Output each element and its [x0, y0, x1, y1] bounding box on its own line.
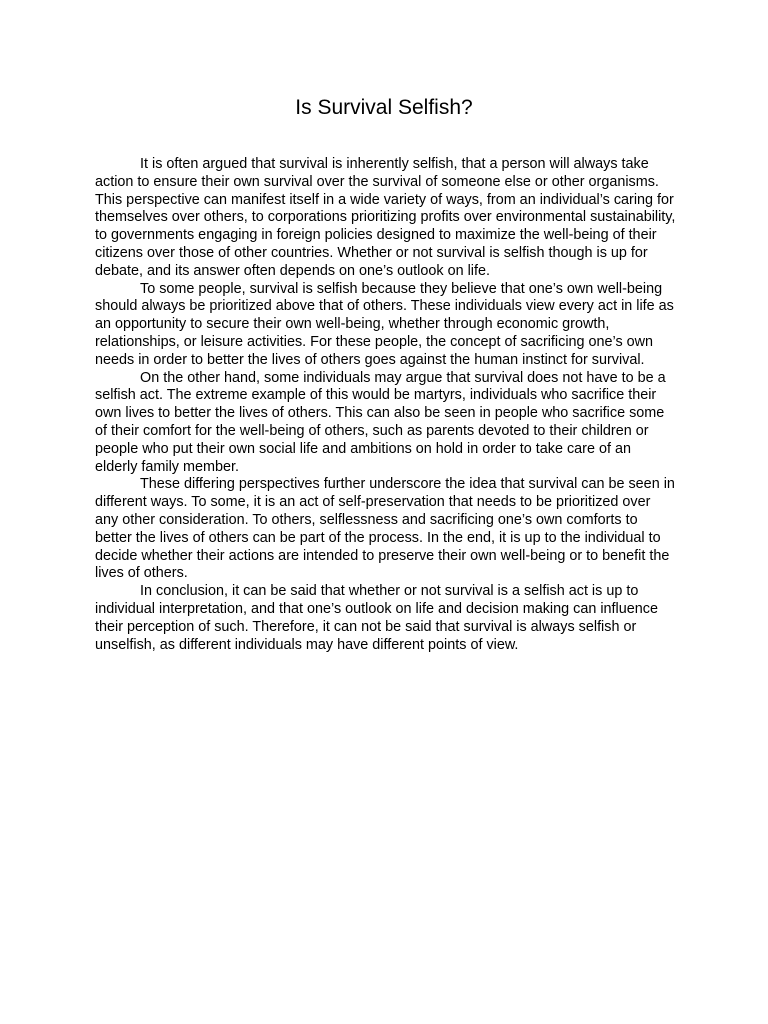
paragraph-4: These differing perspectives further underscore the idea that survival can be seen in different ways. To some, it is an act of self-preservation that needs to be prioritized over any other consideration. To others, selflessness and sacrificing one’s own comforts to better the lives of others can be part of the process. In the end, it is up to the individual to decide whether their actions are intended to preserve their own well-being or to benefit the lives of others. [95, 476, 675, 582]
paragraph-5: In conclusion, it can be said that whether or not survival is a selfish act is up to individual interpretation, and that one’s outlook on life and decision making can influence their perception of such. Therefore, it can not be said that survival is always selfish or unselfish, as different individuals may have different points of view. [95, 583, 658, 653]
paragraph-1: It is often argued that survival is inherently selfish, that a person will always take action to ensure their own survival over the survival of someone else or other organisms. This perspective can manifest itself in a wide variety of ways, from an individual’s caring for themselves over others, to corporations prioritizing profits over environmental sustainability, to governments engaging in foreign policies designed to maximize the well-being of their citizens over those of other countries. Whether or not survival is selfish though is up for debate, and its answer often depends on one’s outlook on life. [95, 156, 676, 279]
document-title: Is Survival Selfish? [295, 96, 473, 119]
paragraph-2: To some people, survival is selfish because they believe that one’s own well-being should always be prioritized above that of others. These individuals view every act in life as an opportunity to secure their own well-being, whether through economic growth, relationships, or leisure activities. For these people, the concept of sacrificing one’s own needs in order to better the lives of others goes against the human instinct for survival. [95, 280, 674, 368]
paragraph-3: On the other hand, some individuals may argue that survival does not have to be a selfish act. The extreme example of this would be martyrs, individuals who sacrifice their own lives to better the lives of others. This can also be seen in people who sacrifice some of their comfort for the well-being of others, such as parents devoted to their children or people who put their own social life and ambitions on hold in order to take care of an elderly family member. [95, 369, 666, 475]
document-body [95, 156, 676, 654]
